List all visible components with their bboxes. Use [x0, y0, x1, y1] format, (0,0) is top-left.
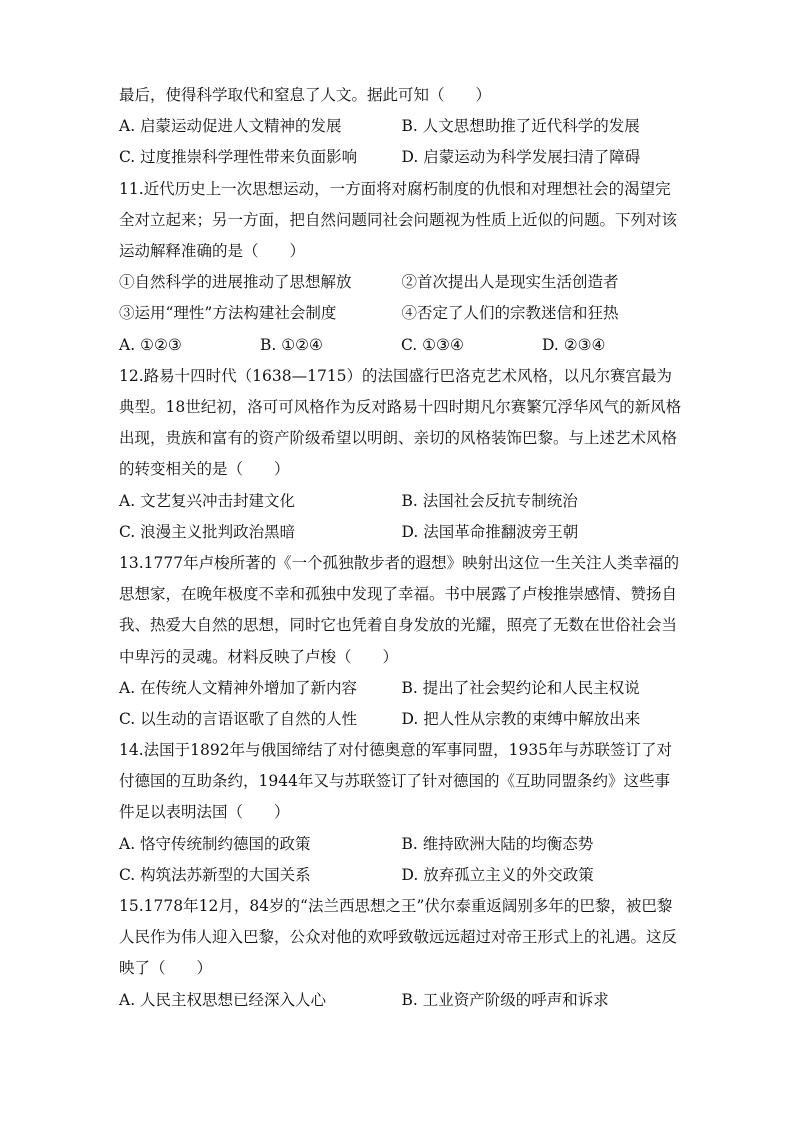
q11-statements-row-1 — [119, 267, 684, 298]
q14-stem: 14.法国于1892年与俄国缔结了对付德奥意的军事同盟，1935年与苏联签订了对付德国的互助条约，1944年又与苏联签订了针对德国的《互助同盟条约》这些事件足以表明法国（ ） — [119, 741, 673, 822]
q10-option-d[interactable]: D. 启蒙运动为科学发展扫清了障碍 — [401, 148, 641, 167]
q14-option-a[interactable]: A. 恪守传统制约德国的政策 — [119, 834, 311, 853]
q11-options-row — [119, 330, 684, 361]
q15-options-row-1 — [119, 985, 684, 1016]
q14-option-c[interactable]: C. 构筑法苏新型的大国关系 — [119, 865, 311, 884]
q12-option-c[interactable]: C. 浪漫主义批判政治黑暗 — [119, 522, 296, 541]
q13-option-c[interactable]: C. 以生动的言语讴歌了自然的人性 — [119, 709, 358, 728]
q14-options-row-1 — [119, 829, 684, 860]
q15-stem: 15.1778年12月，84岁的“法兰西思想之王”伏尔泰重返阔别多年的巴黎，被巴黎人民作为伟人迎入巴黎，公众对他的欢呼致敬远远超过对帝王形式上的礼遇。这反映了（ ） — [119, 897, 678, 978]
q12-stem: 12.路易十四时代（1638—1715）的法国盛行巴洛克艺术风格，以凡尔赛宫最为典型。18世纪初，洛可可风格作为反对路易十四时期凡尔赛繁冗浮华风气的新风格出现，贵族和富有的资产阶级希望以明朗、亲切的风格装饰巴黎。与上述艺术风格的转变相关的是（ ） — [119, 366, 682, 479]
q10-option-a[interactable]: A. 启蒙运动促进人文精神的发展 — [119, 117, 342, 136]
q12-option-d[interactable]: D. 法国革命推翻波旁王朝 — [401, 522, 579, 541]
q10-options-row-1 — [119, 111, 684, 142]
q10-stem-continuation: 最后，使得科学取代和窒息了人文。据此可知（ ） — [119, 86, 492, 104]
q12-option-a[interactable]: A. 文艺复兴冲击封建文化 — [119, 491, 296, 510]
q11-statement-3: ③运用“理性”方法构建社会制度 — [119, 304, 337, 323]
q15-option-a[interactable]: A. 人民主权思想已经深入人心 — [119, 990, 327, 1009]
q10-option-c[interactable]: C. 过度推崇科学理性带来负面影响 — [119, 148, 358, 167]
q11-statements-row-2 — [119, 298, 684, 329]
q14-option-b[interactable]: B. 维持欧洲大陆的均衡态势 — [401, 834, 594, 853]
q11-option-c[interactable]: C. ①③④ — [401, 335, 464, 354]
q12-options-row-1 — [119, 486, 684, 517]
q11-option-b[interactable]: B. ①②④ — [260, 335, 323, 354]
q13-option-a[interactable]: A. 在传统人文精神外增加了新内容 — [119, 678, 358, 697]
q13-option-d[interactable]: D. 把人性从宗教的束缚中解放出来 — [401, 709, 641, 728]
q11-option-d[interactable]: D. ②③④ — [542, 335, 606, 354]
q12-options-row-2 — [119, 517, 684, 548]
q14-options-row-2 — [119, 860, 684, 891]
q13-option-b[interactable]: B. 提出了社会契约论和人民主权说 — [401, 678, 640, 697]
q10-options-row-2 — [119, 142, 684, 173]
q11-statement-1: ①自然科学的进展推动了思想解放 — [119, 273, 352, 292]
q13-options-row-2 — [119, 704, 684, 735]
q11-option-a[interactable]: A. ①②③ — [119, 335, 182, 354]
q11-statement-2: ②首次提出人是现实生活创造者 — [401, 273, 619, 292]
q13-options-row-1 — [119, 673, 684, 704]
q11-stem: 11.近代历史上一次思想运动，一方面将对腐朽制度的仇恨和对理想社会的渴望完全对立起来；另一方面，把自然问题同社会问题视为性质上近似的问题。下列对该运动解释准确的是（ ） — [119, 179, 678, 260]
q14-option-d[interactable]: D. 放弃孤立主义的外交政策 — [401, 865, 594, 884]
q10-option-b[interactable]: B. 人文思想助推了近代科学的发展 — [401, 117, 640, 136]
q11-statement-4: ④否定了人们的宗教迷信和狂热 — [401, 304, 619, 323]
q15-option-b[interactable]: B. 工业资产阶级的呼声和诉求 — [401, 990, 609, 1009]
q13-stem: 13.1777年卢梭所著的《一个孤独散步者的遐想》映射出这位一生关注人类幸福的思想家，在晚年极度不幸和孤独中发现了幸福。书中展露了卢梭推崇感情、赞扬自我、热爱大自然的思想，同时它也凭着自身发放的光耀，照亮了无数在世俗社会当中卑污的灵魂。材料反映了卢梭（ ） — [119, 553, 680, 666]
exam-content — [119, 80, 684, 1016]
q12-option-b[interactable]: B. 法国社会反抗专制统治 — [401, 491, 578, 510]
